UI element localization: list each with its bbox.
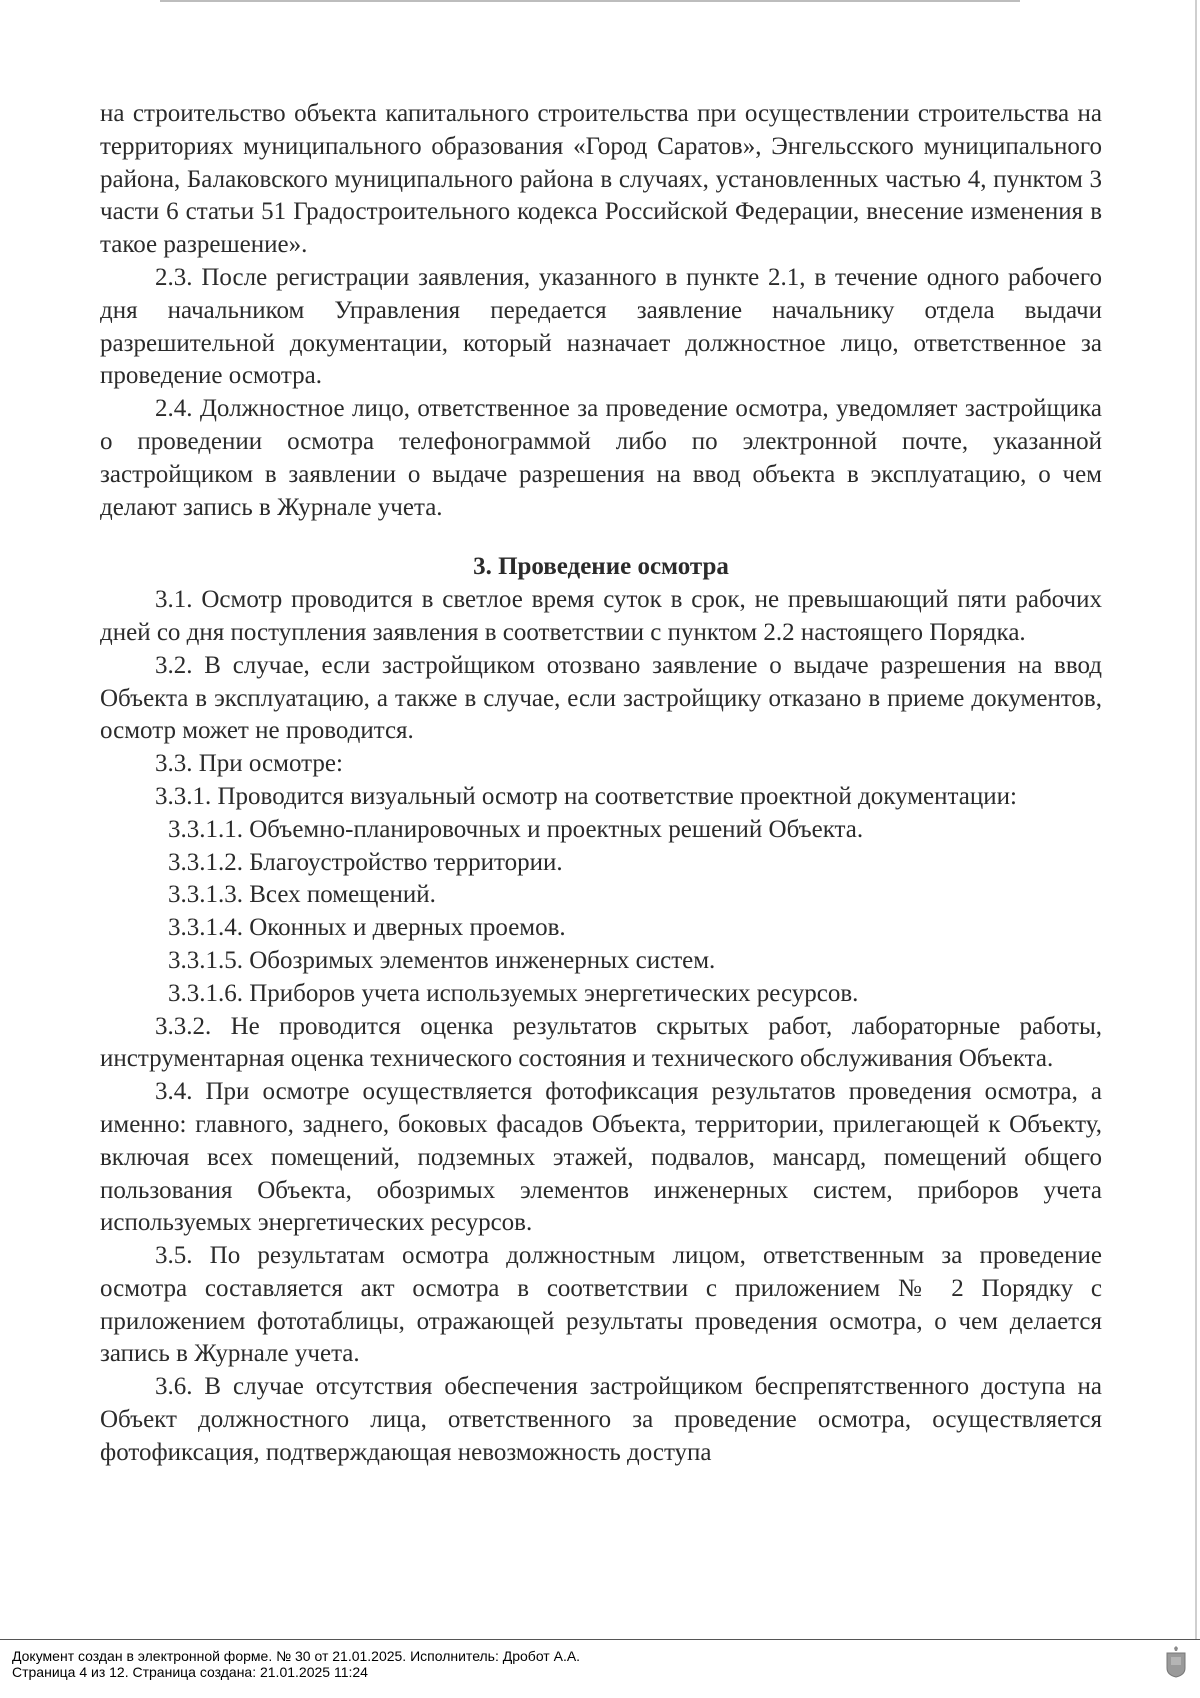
list-item: 3.3.1.5. Обозримых элементов инженерных систем. — [168, 946, 716, 974]
paragraph-3-5: 3.5. По результатам осмотра должностным лицом, ответственным за проведение осмотра составляется акт осмотра в соответствии с приложением № 2 Порядку с приложением фототаблицы, отражающей результаты проведения осмотра, о чем делается запись в Журнале учета. — [100, 1242, 1102, 1368]
right-border-line — [1195, 0, 1197, 1640]
footer-divider — [0, 1639, 1200, 1640]
list-item: 3.3.1.2. Благоустройство территории. — [168, 848, 563, 876]
list-item: 3.3.1.3. Всех помещений. — [168, 881, 436, 909]
footer-line-document: Документ создан в электронной форме. № 30 от 21.01.2025. Исполнитель: Дробот А.А. — [12, 1648, 581, 1664]
list-item: 3.3.1.1. Объемно-планировочных и проектных решений Объекта. — [168, 815, 864, 843]
paragraph-3-3-2: 3.3.2. Не проводится оценка результатов скрытых работ, лабораторные работы, инструментарная оценка технического состояния и технического обслуживания Объекта. — [100, 1012, 1102, 1073]
paragraph-3-4: 3.4. При осмотре осуществляется фотофиксация результатов проведения осмотра, а именно: главного, заднего, боковых фасадов Объекта, территории, прилегающей к Объекту, включая всех помещений, подземных этажей, подвалов, мансард, помещений общего пользования Объекта, обозримых элементов инженерных систем, приборов учета используемых энергетических ресурсов. — [100, 1078, 1102, 1237]
paragraph-3-3-1: 3.3.1. Проводится визуальный осмотр на соответствие проектной документации: — [155, 782, 1017, 810]
paragraph-3-2: 3.2. В случае, если застройщиком отозвано заявление о выдаче разрешения на ввод Объекта в эксплуатацию, а также в случае, если застройщику отказано в приеме документов, осмотр может не проводится. — [100, 651, 1102, 745]
document-body — [100, 98, 1102, 1470]
paragraph-2-4: 2.4. Должностное лицо, ответственное за проведение осмотра, уведомляет застройщика о проведении осмотра телефонограммой либо по электронной почте, указанной застройщиком в заявлении о выдаче разрешения на ввод объекта в эксплуатацию, о чем делают запись в Журнале учета. — [100, 395, 1102, 521]
paragraph-3-6: 3.6. В случае отсутствия обеспечения застройщиком беспрепятственного доступа на Объект должностного лица, ответственного за проведение осмотра, осуществляется фотофиксация, подтверждающая невозможность доступа — [100, 1373, 1102, 1466]
list-item: 3.3.1.6. Приборов учета используемых энергетических ресурсов. — [168, 979, 859, 1007]
paragraph-intro: на строительство объекта капитального строительства при осуществлении строительства на территориях муниципального образования «Город Саратов», Энгельсского муниципального района, Балаковского муниципального района в случаях, установленных частью 4, пунктом 3 части 6 статьи 51 Градостроительного кодекса Российской Федерации, внесение изменения в такое разрешение». — [100, 100, 1102, 259]
coat-of-arms-icon — [1165, 1646, 1187, 1678]
paragraph-3-1: 3.1. Осмотр проводится в светлое время суток в срок, не превышающий пяти рабочих дней со дня поступления заявления в соответствии с пунктом 2.2 настоящего Порядка. — [100, 586, 1102, 646]
document-footer — [12, 1648, 580, 1680]
section-title: 3. Проведение осмотра — [473, 553, 729, 581]
paragraph-3-3: 3.3. При осмотре: — [155, 750, 343, 778]
list-item: 3.3.1.4. Оконных и дверных проемов. — [168, 914, 566, 942]
top-border-line — [160, 0, 1020, 2]
paragraph-2-3: 2.3. После регистрации заявления, указанного в пункте 2.1, в течение одного рабочего дня начальником Управления передается заявление начальнику отдела выдачи разрешительной документации, который назначает должностное лицо, ответственное за проведение осмотра. — [100, 263, 1102, 390]
footer-line-page: Страница 4 из 12. Страница создана: 21.01.2025 11:24 — [12, 1664, 368, 1680]
